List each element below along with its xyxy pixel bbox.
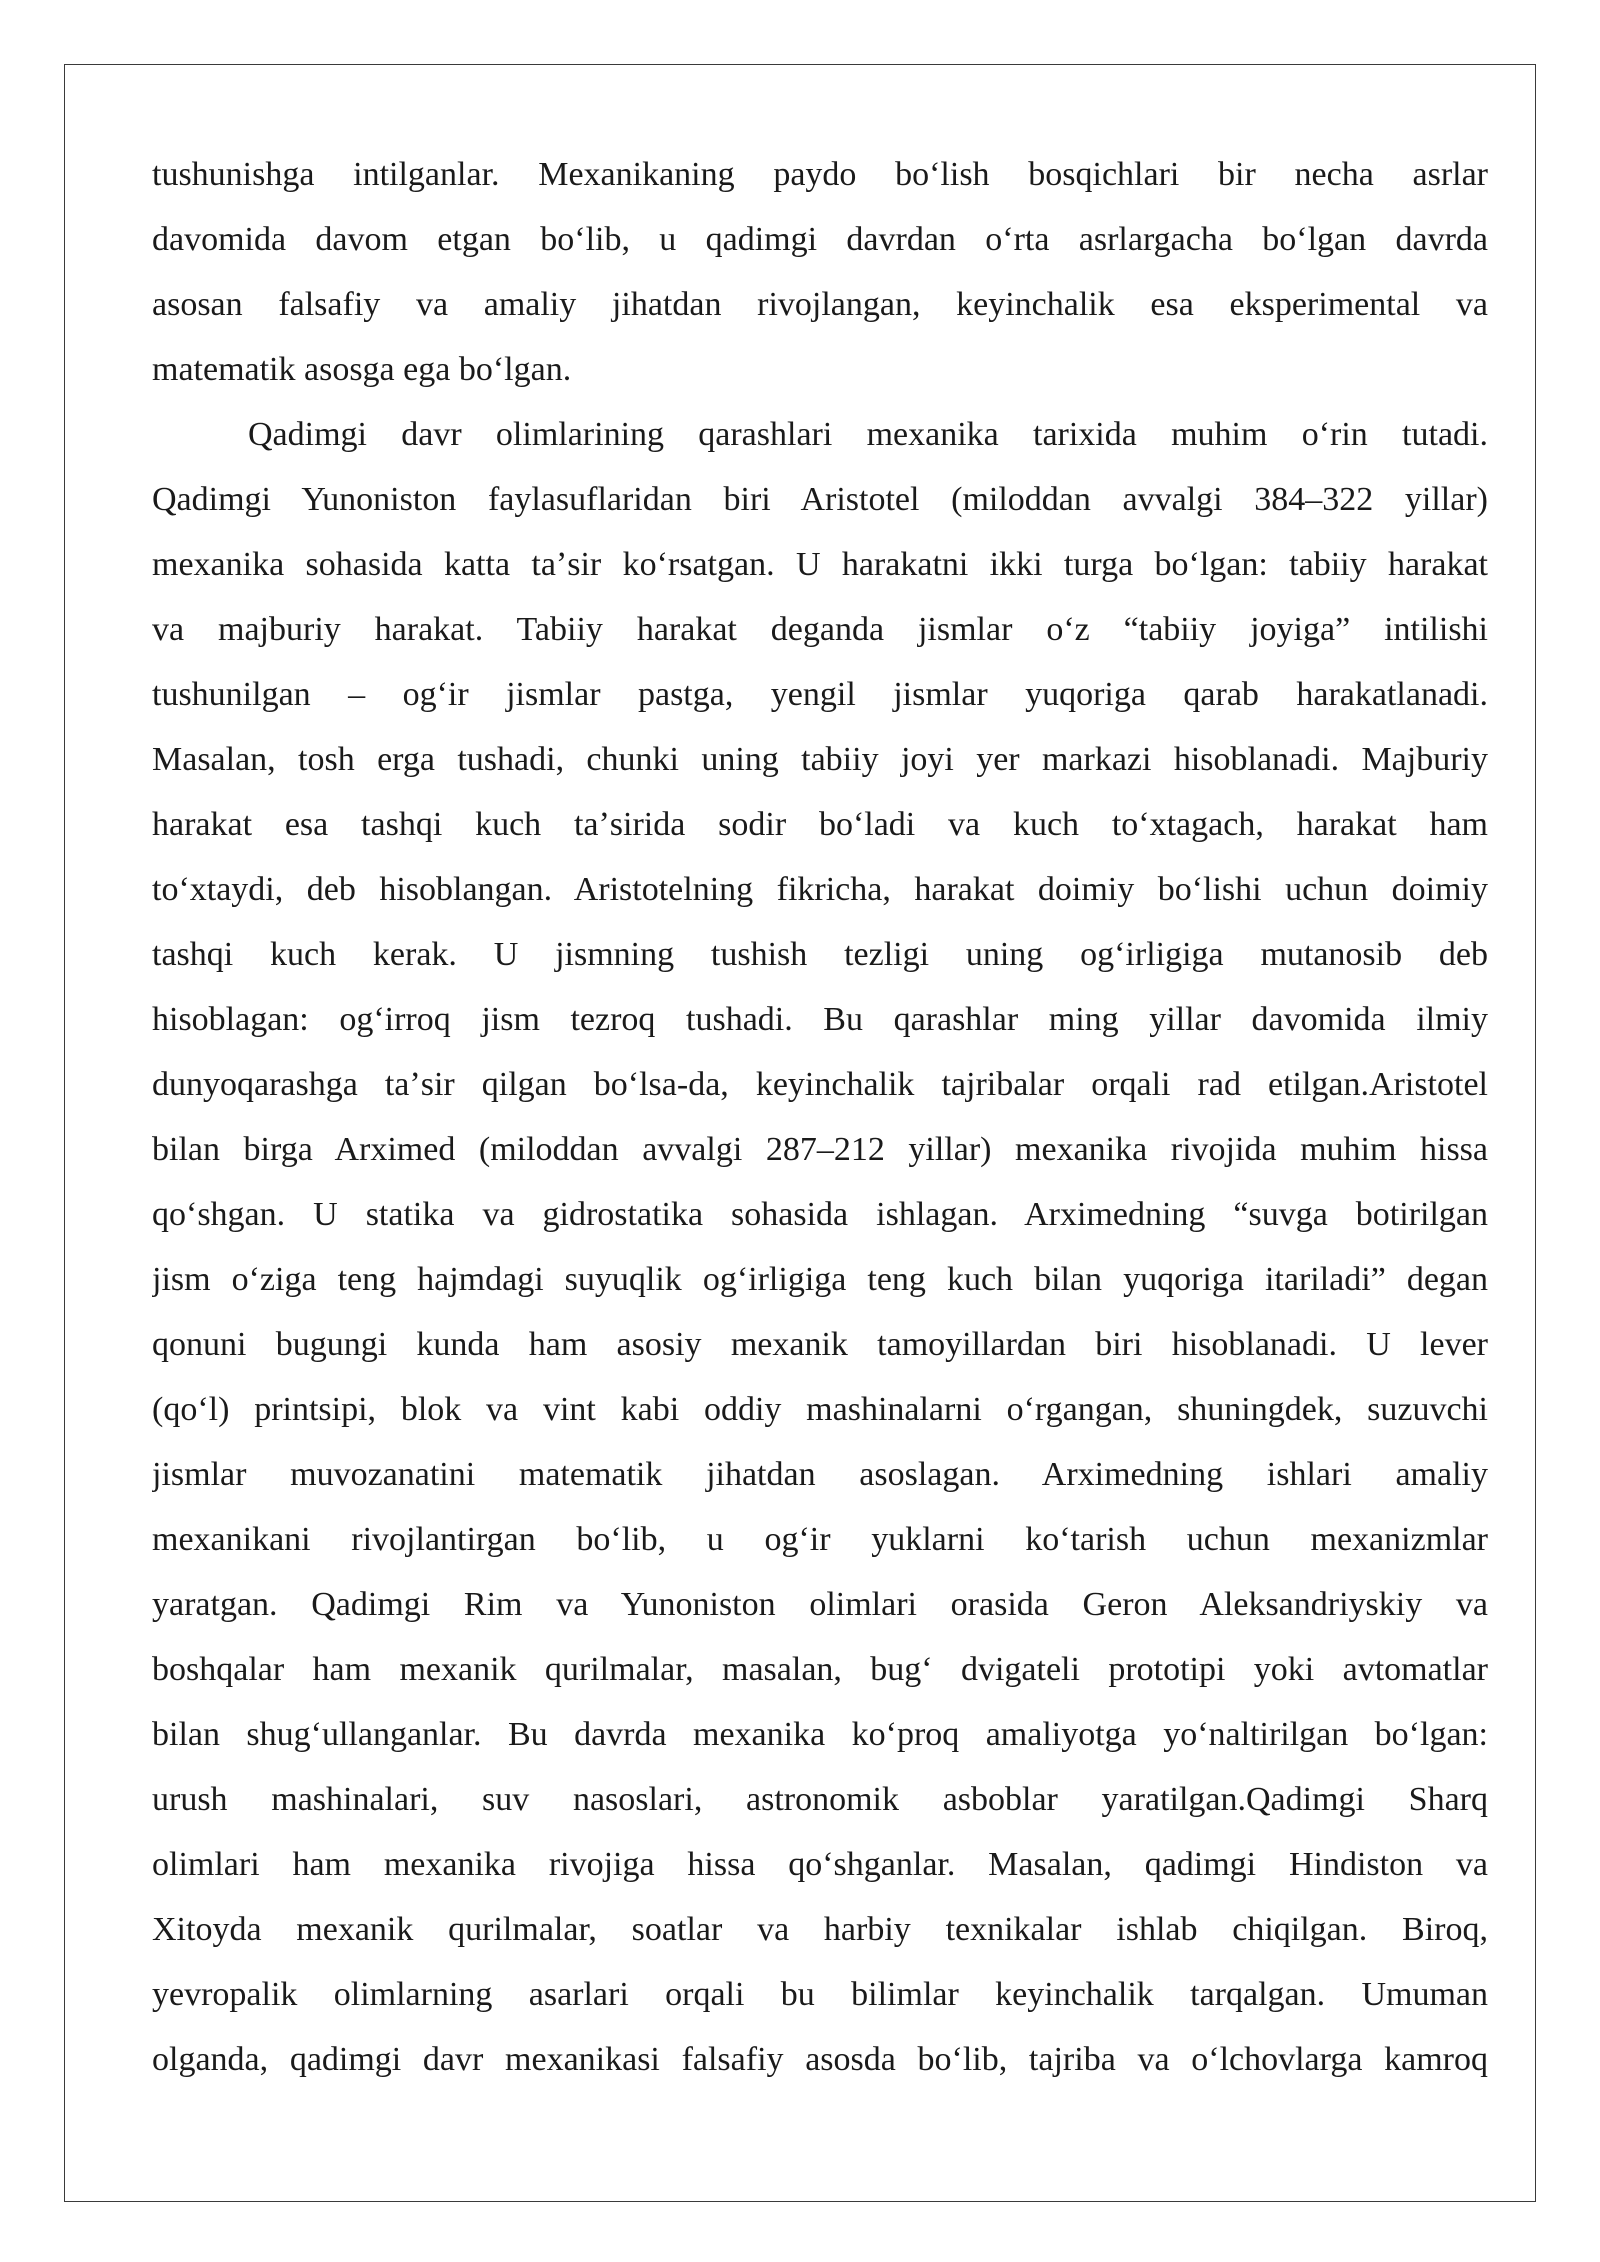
paragraph-line: jism oʻziga teng hajmdagi suyuqlik ogʻirligiga teng kuch bilan yuqoriga itariladi” degan [152,1261,1488,1298]
paragraph-line: yaratgan. Qadimgi Rim va Yunoniston olimlari orasida Geron Aleksandriyskiy va [152,1586,1488,1623]
document-body [152,142,1488,2092]
paragraph-line: matematik asosga ega boʻlgan. [152,351,572,388]
paragraph-line: mexanikani rivojlantirgan boʻlib, u ogʻir yuklarni koʻtarish uchun mexanizmlar [152,1521,1488,1558]
paragraph-line: Xitoyda mexanik qurilmalar, soatlar va harbiy texnikalar ishlab chiqilgan. Biroq, [152,1911,1488,1948]
paragraph-line: tushunilgan – ogʻir jismlar pastga, yengil jismlar yuqoriga qarab harakatlanadi. [152,676,1488,713]
paragraph-line: dunyoqarashga taʼsir qilgan boʻlsa-da, keyinchalik tajribalar orqali rad etilgan.Aristotel [152,1066,1488,1103]
paragraph-line: tashqi kuch kerak. U jismning tushish tezligi uning ogʻirligiga mutanosib deb [152,936,1488,973]
paragraph-line: bilan shugʻullanganlar. Bu davrda mexanika koʻproq amaliyotga yoʻnaltirilgan boʻlgan: [152,1716,1488,1753]
paragraph-line: yevropalik olimlarning asarlari orqali bu bilimlar keyinchalik tarqalgan. Umuman [152,1976,1488,2013]
paragraph-line: qoʻshgan. U statika va gidrostatika sohasida ishlagan. Arximedning “suvga botirilgan [152,1196,1488,1233]
paragraph-2 [152,402,1488,2092]
paragraph-line: asosan falsafiy va amaliy jihatdan rivojlangan, keyinchalik esa eksperimental va [152,286,1488,323]
paragraph-line: harakat esa tashqi kuch taʼsirida sodir boʻladi va kuch toʻxtagach, harakat ham [152,806,1488,843]
paragraph-line: olganda, qadimgi davr mexanikasi falsafiy asosda boʻlib, tajriba va oʻlchovlarga kamroq [152,2041,1488,2078]
paragraph-line: urush mashinalari, suv nasoslari, astronomik asboblar yaratilgan.Qadimgi Sharq [152,1781,1488,1818]
paragraph-line: olimlari ham mexanika rivojiga hissa qoʻshganlar. Masalan, qadimgi Hindiston va [152,1846,1488,1883]
paragraph-line: (qoʻl) printsipi, blok va vint kabi oddiy mashinalarni oʻrgangan, shuningdek, suzuvchi [152,1391,1488,1428]
paragraph-line: mexanika sohasida katta taʼsir koʻrsatgan. U harakatni ikki turga boʻlgan: tabiiy harakat [152,546,1488,583]
paragraph-line: va majburiy harakat. Tabiiy harakat deganda jismlar oʻz “tabiiy joyiga” intilishi [152,611,1488,648]
paragraph-line: toʻxtaydi, deb hisoblangan. Aristotelning fikricha, harakat doimiy boʻlishi uchun doimiy [152,871,1488,908]
paragraph-line: Qadimgi davr olimlarining qarashlari mexanika tarixida muhim oʻrin tutadi. [248,416,1488,453]
paragraph-line: davomida davom etgan boʻlib, u qadimgi davrdan oʻrta asrlargacha boʻlgan davrda [152,221,1488,258]
paragraph-1 [152,142,1488,402]
paragraph-line: bilan birga Arximed (miloddan avvalgi 287–212 yillar) mexanika rivojida muhim hissa [152,1131,1488,1168]
paragraph-line: boshqalar ham mexanik qurilmalar, masalan, bugʻ dvigateli prototipi yoki avtomatlar [152,1651,1488,1688]
paragraph-line: tushunishga intilganlar. Mexanikaning paydo boʻlish bosqichlari bir necha asrlar [152,156,1488,193]
paragraph-line: Masalan, tosh erga tushadi, chunki uning tabiiy joyi yer markazi hisoblanadi. Majburiy [152,741,1488,778]
paragraph-line: qonuni bugungi kunda ham asosiy mexanik tamoyillardan biri hisoblanadi. U lever [152,1326,1488,1363]
paragraph-line: hisoblagan: ogʻirroq jism tezroq tushadi. Bu qarashlar ming yillar davomida ilmiy [152,1001,1488,1038]
paragraph-line: Qadimgi Yunoniston faylasuflaridan biri Aristotel (miloddan avvalgi 384–322 yillar) [152,481,1488,518]
paragraph-line: jismlar muvozanatini matematik jihatdan asoslagan. Arximedning ishlari amaliy [152,1456,1488,1493]
